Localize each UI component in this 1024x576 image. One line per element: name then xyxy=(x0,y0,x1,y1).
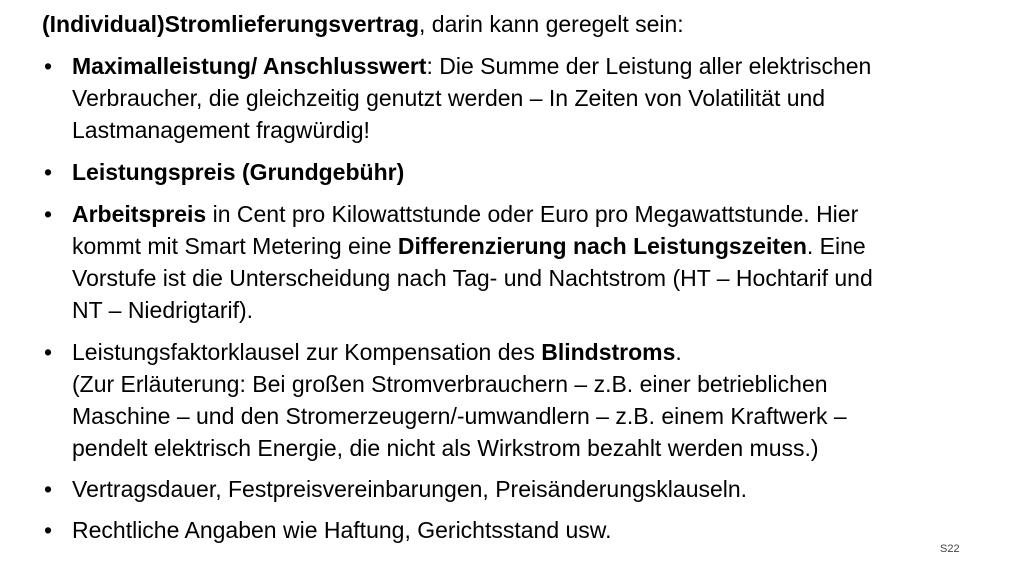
bullet-rechtliche-angaben xyxy=(42,514,987,546)
bullet-line: Maschine – und den Stromerzeugern/-umwandlern – z.B. einem Kraftwerk – xyxy=(72,403,847,429)
bullet-leistungsfaktorklausel xyxy=(42,336,987,464)
bullet-vertragsdauer xyxy=(42,473,987,505)
bullet-line xyxy=(72,336,987,368)
bullet-line: Vorstufe ist die Unterscheidung nach Tag- und Nachtstrom (HT – Hochtarif und xyxy=(72,265,873,291)
bullet-dot: • xyxy=(44,476,53,502)
bullet-arbeitspreis xyxy=(42,198,987,326)
bullet-text: Leistungsfaktorklausel zur Kompensation des xyxy=(72,339,542,365)
bullet-text: : Die Summe der Leistung aller elektrischen xyxy=(426,53,872,79)
bullet-line xyxy=(72,156,987,188)
bullet-text: kommt mit Smart Metering eine xyxy=(72,233,398,259)
bullet-line: pendelt elektrisch Energie, die nicht als Wirkstrom bezahlt werden muss.) xyxy=(72,435,819,461)
bullet-dot: • xyxy=(44,159,53,185)
bullet-line xyxy=(72,230,987,262)
bullet-line xyxy=(72,198,987,230)
heading-bold: (Individual)Stromlieferungsvertrag xyxy=(42,11,420,37)
bullet-line: Rechtliche Angaben wie Haftung, Gerichtsstand usw. xyxy=(72,517,612,543)
bullet-bold: Differenzierung nach Leistungszeiten xyxy=(397,233,807,259)
bullet-text: . Eine xyxy=(806,233,866,259)
bullet-text: . xyxy=(675,339,682,365)
bullet-leistungspreis xyxy=(42,156,987,188)
heading-rest: , darin kann geregelt sein: xyxy=(419,11,684,37)
bullet-bold: Leistungspreis (Grundgebühr) xyxy=(72,159,405,185)
bullet-line: Verbraucher, die gleichzeitig genutzt werden – In Zeiten von Volatilität und xyxy=(72,85,826,111)
bullet-dot: • xyxy=(44,53,53,79)
bullet-text: in Cent pro Kilowattstunde oder Euro pro Megawattstunde. Hier xyxy=(206,201,859,227)
slide-number: S22 xyxy=(940,543,960,555)
bullet-bold: Arbeitspreis xyxy=(72,201,207,227)
bullet-line: NT – Niedrigtarif). xyxy=(72,297,254,323)
bullet-dot: • xyxy=(44,201,53,227)
bullet-line xyxy=(72,50,987,82)
bullet-line: (Zur Erläuterung: Bei großen Stromverbrauchern – z.B. einer betrieblichen xyxy=(72,371,828,397)
bullet-bold: Maximalleistung/ Anschlusswert xyxy=(72,53,427,79)
bullet-line: Lastmanagement fragwürdig! xyxy=(72,117,370,143)
bullet-dot: • xyxy=(44,517,53,543)
bullet-list xyxy=(42,50,987,556)
bullet-maximalleistung xyxy=(42,50,987,146)
bullet-bold: Blindstroms xyxy=(541,339,676,365)
slide-heading xyxy=(42,8,1002,40)
bullet-line: Vertragsdauer, Festpreisvereinbarungen, Preisänderungsklauseln. xyxy=(72,476,748,502)
bullet-dot: • xyxy=(44,339,53,365)
